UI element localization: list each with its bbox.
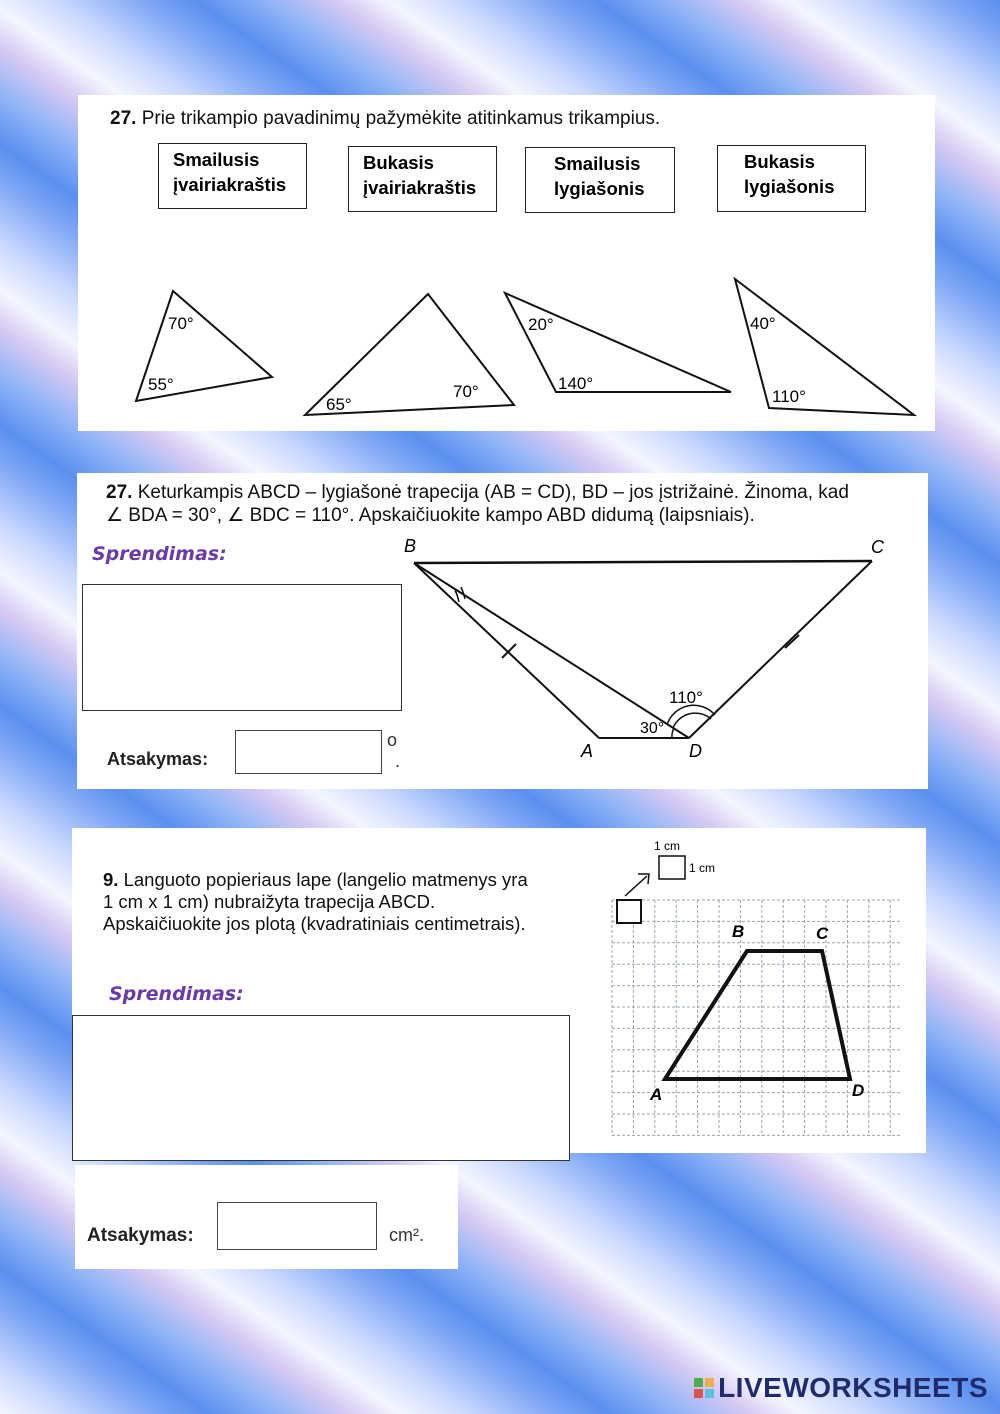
arrow-icon bbox=[625, 876, 647, 896]
answer-label: Atsakymas: bbox=[87, 1225, 194, 1246]
answer-label: Atsakymas: bbox=[107, 749, 209, 769]
solution-label: Sprendimas: bbox=[109, 983, 244, 1005]
unit-cell-legend bbox=[617, 900, 641, 923]
question-number: 27. bbox=[110, 108, 137, 129]
area-unit: cm². bbox=[389, 1225, 424, 1245]
vertex-a-label: A bbox=[581, 741, 594, 761]
grid-figure bbox=[72, 828, 926, 1153]
vertex-c-label: C bbox=[816, 924, 829, 943]
answer-panel bbox=[75, 1165, 458, 1269]
trapezoid-abcd bbox=[665, 951, 850, 1079]
question-9-text: 9. Languoto popieriaus lape (langelio matmenys yra 1 cm x 1 cm) nubraižyta trapecija ABCD. Apskaičiuokite jos plotą (kvadratiniais centimetrais). bbox=[103, 869, 528, 935]
cell-height-label: 1 cm bbox=[689, 861, 716, 875]
brand-logo[interactable]: LIVEWORKSHEETS bbox=[693, 1372, 988, 1404]
angle-label: 110° bbox=[772, 387, 806, 406]
label-acute-scalene[interactable]: Smailusis įvairiakraštis bbox=[158, 143, 307, 209]
triangles-figure bbox=[78, 95, 935, 431]
angle-label: 40° bbox=[750, 314, 776, 333]
cell-width-label: 1 cm bbox=[654, 839, 681, 853]
vertex-b-label: B bbox=[404, 536, 417, 556]
question-27a-text: 27. Prie trikampio pavadinimų pažymėkite atitinkamus trikampius. bbox=[110, 108, 661, 129]
angle-bda-label: 30° bbox=[640, 720, 665, 737]
vertex-a-label: A bbox=[650, 1085, 663, 1104]
angle-label: 140° bbox=[558, 374, 594, 393]
angle-label: 20° bbox=[528, 315, 554, 334]
label-obtuse-isosceles[interactable]: Bukasis lygiašonis bbox=[717, 145, 866, 212]
triangle-1[interactable] bbox=[136, 291, 272, 401]
question-27b-panel bbox=[77, 473, 928, 789]
answer-input[interactable] bbox=[235, 730, 382, 774]
solution-label: Sprendimas: bbox=[92, 543, 227, 565]
vertex-d-label: D bbox=[852, 1081, 865, 1100]
answer-dot: . bbox=[395, 751, 401, 771]
angle-label: 65° bbox=[326, 395, 352, 414]
angle-label: 70° bbox=[453, 382, 479, 401]
solution-area[interactable] bbox=[82, 584, 402, 711]
angle-label: 70° bbox=[168, 314, 194, 333]
unit-cell-zoom bbox=[659, 856, 685, 879]
vertex-c-label: C bbox=[871, 537, 884, 557]
label-obtuse-scalene[interactable]: Bukasis įvairiakraštis bbox=[348, 146, 497, 212]
vertex-b-label: B bbox=[732, 922, 745, 941]
angle-label: 55° bbox=[148, 375, 174, 394]
vertex-d-label: D bbox=[689, 741, 702, 761]
degree-unit: o bbox=[387, 730, 398, 750]
question-27a-panel bbox=[78, 95, 935, 431]
triangle-3[interactable] bbox=[505, 293, 731, 393]
triangle-2[interactable] bbox=[305, 294, 514, 415]
area-answer-input[interactable] bbox=[217, 1202, 377, 1250]
question-27b-text: 27. Keturkampis ABCD – lygiašonė trapecija (AB = CD), BD – jos įstrižainė. Žinoma, kad ∠ BDA = 30°, ∠ BDC = 110°. Apskaičiuokite kampo ABD didumą (laipsniais). bbox=[106, 482, 849, 526]
angle-bdc-label: 110° bbox=[669, 688, 703, 707]
triangle-4[interactable] bbox=[735, 279, 914, 415]
question-9-panel bbox=[72, 828, 926, 1153]
brand-icon bbox=[693, 1376, 715, 1400]
label-acute-isosceles[interactable]: Smailusis lygiašonis bbox=[525, 147, 675, 213]
